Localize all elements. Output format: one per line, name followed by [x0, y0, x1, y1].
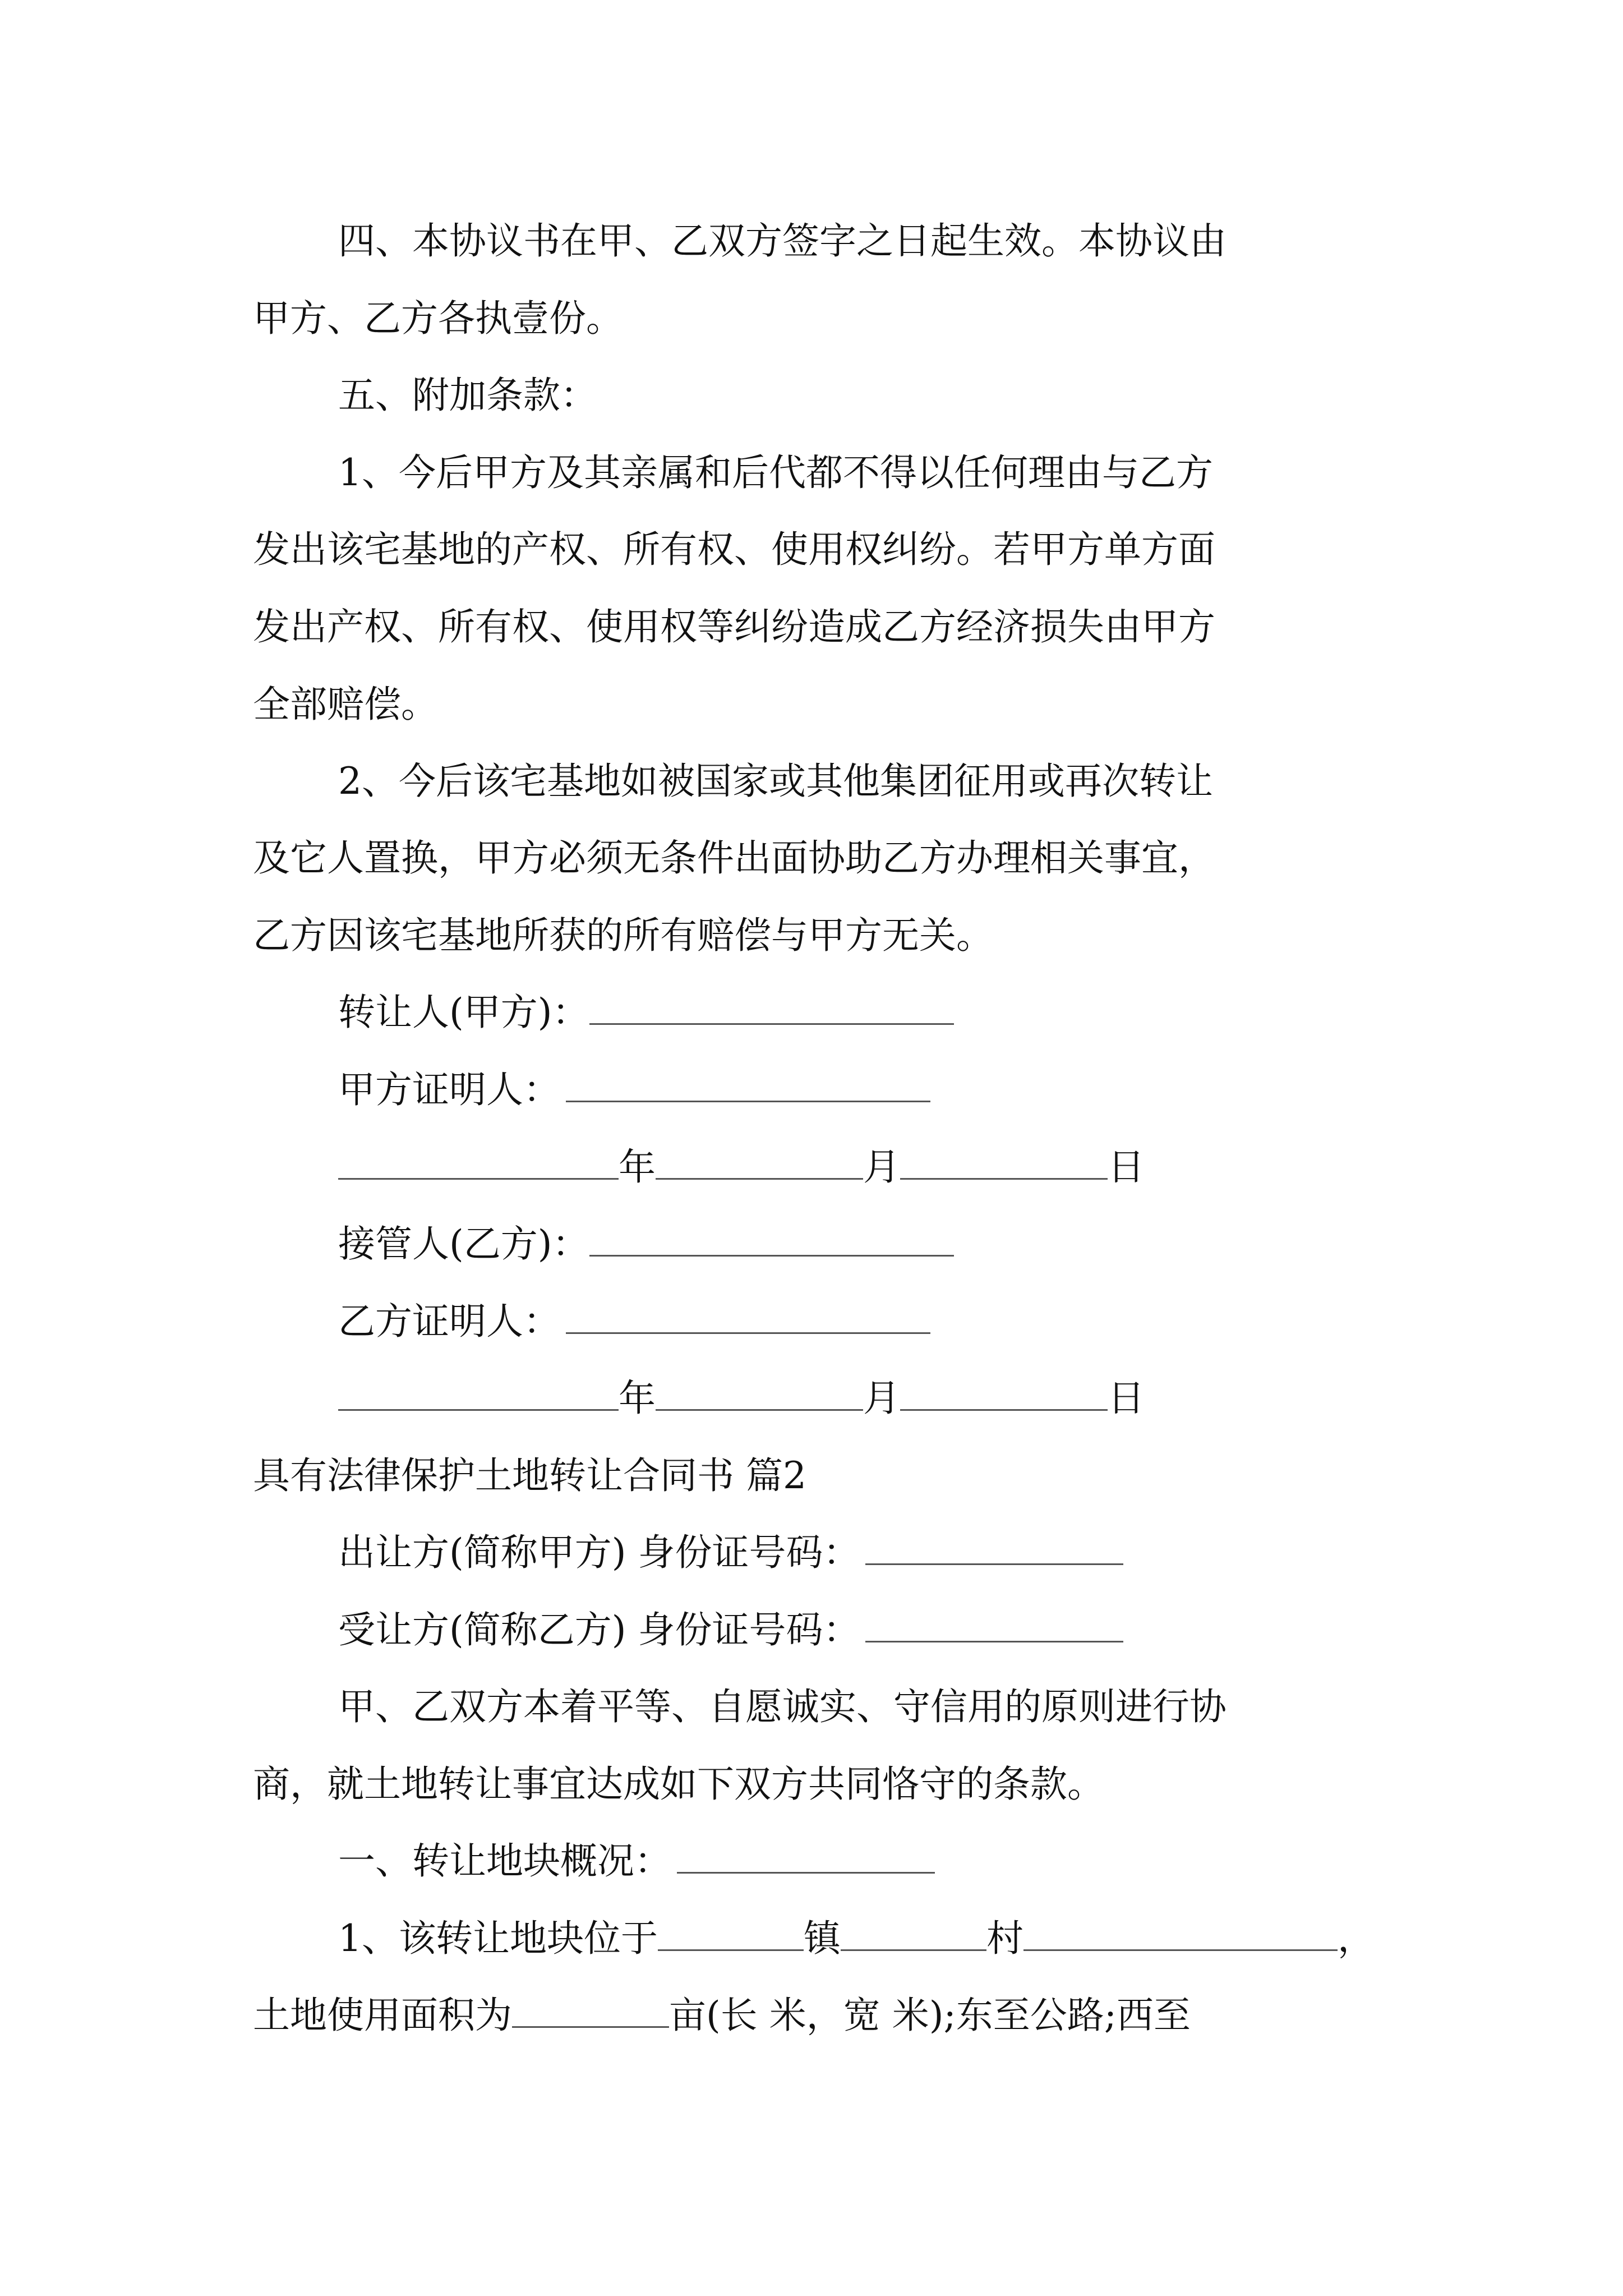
- clause4-line2: 甲方、乙方各执壹份。: [253, 297, 623, 340]
- party-b-month-blank[interactable]: [656, 1382, 863, 1411]
- transferee-id-row: [338, 1608, 1623, 1653]
- clause4-line1: 四、本协议书在甲、乙双方签字之日起生效。本协议由: [338, 219, 1227, 263]
- contract2-title: 具有法律保护土地转让合同书 篇2: [253, 1454, 806, 1497]
- party-b-witness-row: [338, 1299, 1623, 1344]
- transferee-id-blank[interactable]: [865, 1614, 1123, 1642]
- village-label: 村: [986, 1917, 1023, 1960]
- transferor-blank[interactable]: [589, 996, 954, 1025]
- party-a-day-label: 日: [1108, 1145, 1145, 1189]
- preamble-line1: 甲、乙双方本着平等、自愿诚实、守信用的原则进行协: [338, 1685, 1227, 1728]
- transferor-id-row: [338, 1530, 1623, 1575]
- party-a-witness-label: 甲方证明人：: [338, 1068, 560, 1111]
- transferee-id-label: 受让方(简称乙方) 身份证号码：: [338, 1608, 860, 1651]
- receiver-blank[interactable]: [589, 1228, 954, 1257]
- town-blank[interactable]: [658, 1922, 804, 1951]
- location-row: [338, 1916, 1623, 1961]
- party-b-day-blank[interactable]: [900, 1382, 1108, 1411]
- receiver-signature-row: [338, 1222, 1623, 1267]
- item1-line4: 全部赔偿。: [253, 683, 438, 726]
- town-label: 镇: [804, 1917, 841, 1960]
- section1-heading: 一、转让地块概况：: [338, 1839, 671, 1883]
- item1-line3: 发出产权、所有权、使用权等纠纷造成乙方经济损失由甲方: [253, 605, 1215, 648]
- receiver-label: 接管人(乙方)：: [338, 1222, 589, 1266]
- party-a-date-row: [338, 1145, 1623, 1190]
- section1-heading-row: [338, 1839, 1623, 1884]
- section1-blank[interactable]: [677, 1845, 935, 1874]
- party-b-day-label: 日: [1108, 1377, 1145, 1420]
- party-b-year-label: 年: [619, 1377, 656, 1420]
- item2-line2: 及它人置换，甲方必须无条件出面协助乙方办理相关事宜，: [253, 836, 1215, 880]
- party-a-year-blank[interactable]: [338, 1151, 619, 1180]
- area-blank[interactable]: [512, 1999, 669, 2028]
- party-b-year-blank[interactable]: [338, 1382, 619, 1411]
- area-prefix: 土地使用面积为: [253, 1994, 512, 2037]
- party-b-witness-label: 乙方证明人：: [338, 1300, 560, 1343]
- transferor-id-blank[interactable]: [865, 1536, 1123, 1565]
- location-prefix: 1、该转让地块位于: [338, 1917, 658, 1960]
- party-a-month-label: 月: [863, 1145, 900, 1189]
- item1-line1: 1、今后甲方及其亲属和后代都不得以任何理由与乙方: [338, 451, 1213, 494]
- party-a-year-label: 年: [619, 1145, 656, 1189]
- area-unit: 亩(长 米，宽 米): [669, 1994, 944, 2037]
- transferor-id-label: 出让方(简称甲方) 身份证号码：: [338, 1531, 860, 1574]
- location-comma: ，: [1338, 1917, 1375, 1960]
- party-a-witness-blank[interactable]: [566, 1074, 930, 1102]
- clause5-heading: 五、附加条款：: [338, 374, 597, 417]
- party-a-month-blank[interactable]: [656, 1151, 863, 1180]
- party-b-date-row: [338, 1376, 1623, 1421]
- preamble-line2: 商，就土地转让事宜达成如下双方共同恪守的条款。: [253, 1763, 1104, 1806]
- village-blank[interactable]: [841, 1922, 986, 1951]
- transferor-label: 转让人(甲方)：: [338, 991, 589, 1034]
- item2-line1: 2、今后该宅基地如被国家或其他集团征用或再次转让: [338, 760, 1213, 803]
- party-a-witness-row: [338, 1068, 1623, 1112]
- item2-line3: 乙方因该宅基地所获的所有赔偿与甲方无关。: [253, 914, 993, 957]
- area-row: [253, 1993, 1623, 2038]
- location-detail-blank[interactable]: [1023, 1922, 1338, 1951]
- transferor-signature-row: [338, 990, 1623, 1035]
- boundary-text: ;东至公路;西至: [943, 1994, 1191, 2037]
- party-b-witness-blank[interactable]: [566, 1305, 930, 1334]
- item1-line2: 发出该宅基地的产权、所有权、使用权纠纷。若甲方单方面: [253, 528, 1215, 571]
- party-a-day-blank[interactable]: [900, 1151, 1108, 1180]
- party-b-month-label: 月: [863, 1377, 900, 1420]
